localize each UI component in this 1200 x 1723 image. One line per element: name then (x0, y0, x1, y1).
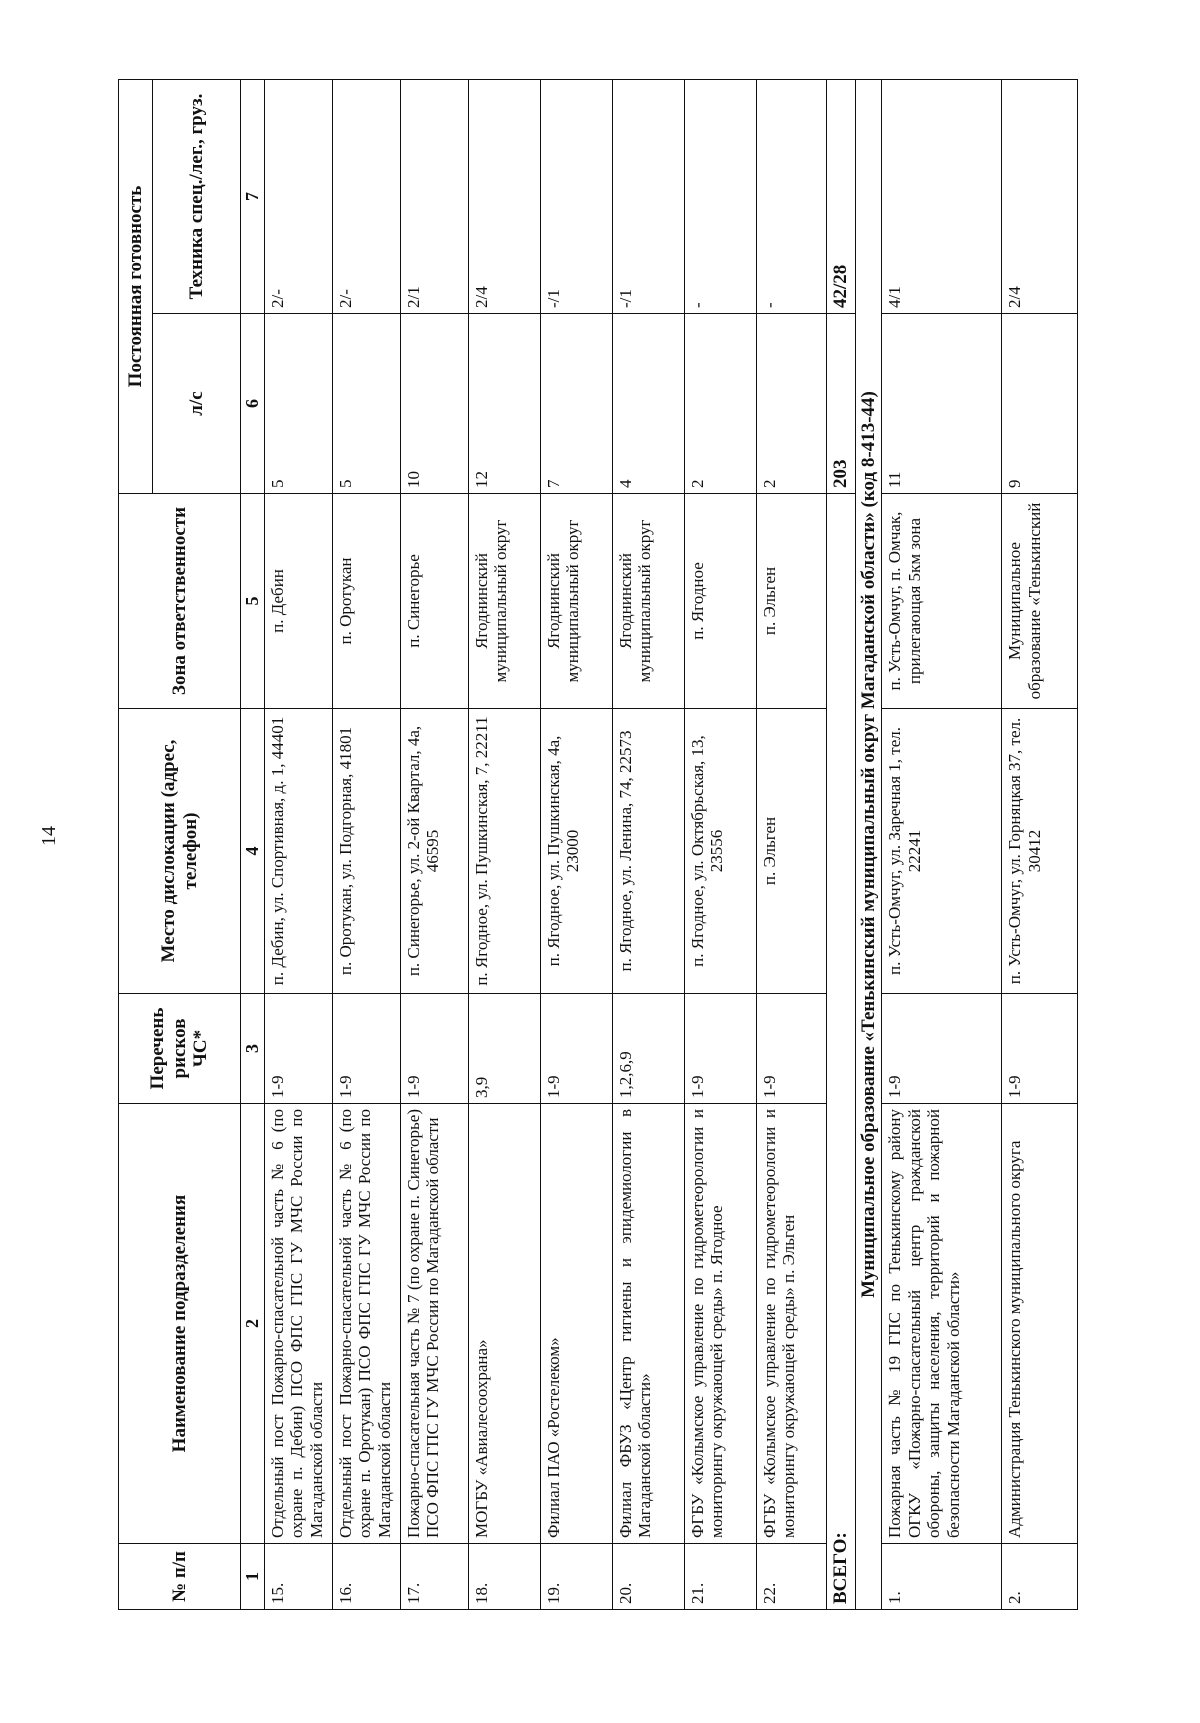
table-row (264, 79, 332, 1609)
header-staff: л/с (153, 314, 241, 494)
section-title: Муниципальное образование «Тенькинский муниципальный округ Магаданской области» (код 8-413-44) (855, 79, 882, 1609)
equipment: -/1 (540, 79, 612, 313)
equipment: 2/4 (1002, 79, 1078, 313)
unit-name: ФГБУ «Колымское управление по гидрометеорологии и мониторингу окружающей среды» п. Эльген (756, 1104, 826, 1544)
equipment: 2/4 (468, 79, 540, 313)
header-zone: Зона ответственности (119, 494, 241, 709)
staff: 7 (540, 314, 612, 494)
address: п. Оротукан, ул. Подгорная, 41801 (332, 709, 400, 994)
staff: 11 (882, 314, 1002, 494)
risks: 1,2,6,9 (612, 994, 684, 1104)
equipment: - (684, 79, 756, 313)
equipment: -/1 (612, 79, 684, 313)
equipment: 2/- (264, 79, 332, 313)
zone: п. Ягодное (684, 494, 756, 709)
table-row (400, 79, 468, 1609)
unit-name: Администрация Тенькинского муниципального округа (1002, 1104, 1078, 1544)
header-number: № п/п (119, 1544, 241, 1610)
table-row (468, 79, 540, 1609)
risks: 1-9 (1002, 994, 1078, 1104)
zone: п. Эльген (756, 494, 826, 709)
staff: 9 (1002, 314, 1078, 494)
table-row (684, 79, 756, 1609)
header-readiness: Постоянная готовность (119, 79, 153, 493)
row-number: 1. (882, 1544, 1002, 1610)
header-equipment: Техника спец./лег., груз. (153, 79, 241, 313)
unit-name: ФГБУ «Колымское управление по гидрометеорологии и мониторингу окружающей среды» п. Ягодное (684, 1104, 756, 1544)
table-row (612, 79, 684, 1609)
row-number: 20. (612, 1544, 684, 1610)
staff: 2 (684, 314, 756, 494)
column-number: 4 (241, 709, 265, 994)
column-number: 3 (241, 994, 265, 1104)
risks: 1-9 (332, 994, 400, 1104)
total-row (826, 79, 855, 1609)
risks: 1-9 (540, 994, 612, 1104)
row-number: 2. (1002, 1544, 1078, 1610)
staff: 2 (756, 314, 826, 494)
total-label: ВСЕГО: (826, 494, 855, 1610)
zone: Ягоднинский муниципальный округ (468, 494, 540, 709)
total-staff: 203 (826, 314, 855, 494)
row-number: 16. (332, 1544, 400, 1610)
risks: 1-9 (264, 994, 332, 1104)
row-number: 21. (684, 1544, 756, 1610)
address: п. Синегорье, ул. 2-ой Квартал, 4а, 46595 (400, 709, 468, 994)
zone: п. Оротукан (332, 494, 400, 709)
address: п. Ягодное, ул. Пушкинская, 7, 22211 (468, 709, 540, 994)
zone: Ягоднинский муниципальный округ (540, 494, 612, 709)
unit-name: Филиал ПАО «Ростелеком» (540, 1104, 612, 1544)
rescue-units-table (118, 79, 1078, 1610)
unit-name: Филиал ФБУЗ «Центр гигиены и эпидемиологии в Магаданской области» (612, 1104, 684, 1544)
risks: 1-9 (882, 994, 1002, 1104)
risks: 1-9 (400, 994, 468, 1104)
table-row (1002, 79, 1078, 1609)
page-number: 14 (38, 826, 60, 846)
staff: 4 (612, 314, 684, 494)
header-location: Место дислокации (адрес, телефон) (119, 709, 241, 994)
row-number: 22. (756, 1544, 826, 1610)
column-numbers-row (241, 79, 265, 1609)
zone: Ягоднинский муниципальный округ (612, 494, 684, 709)
address: п. Эльген (756, 709, 826, 994)
risks: 3,9 (468, 994, 540, 1104)
equipment: 2/- (332, 79, 400, 313)
column-number: 2 (241, 1104, 265, 1544)
rotated-table-container (118, 80, 1078, 1610)
equipment: 2/1 (400, 79, 468, 313)
risks: 1-9 (756, 994, 826, 1104)
column-number: 7 (241, 79, 265, 313)
header-risks: Перечень рисков ЧС* (119, 994, 241, 1104)
staff: 12 (468, 314, 540, 494)
unit-name: Пожарно-спасательная часть № 7 (по охране п. Синегорье) ПСО ФПС ГПС ГУ МЧС России по Магаданской области (400, 1104, 468, 1544)
staff: 5 (332, 314, 400, 494)
section-row (855, 79, 882, 1609)
address: п. Ягодное, ул. Пушкинская, 4а, 23000 (540, 709, 612, 994)
column-number: 1 (241, 1544, 265, 1610)
table-row (332, 79, 400, 1609)
zone: п. Синегорье (400, 494, 468, 709)
staff: 10 (400, 314, 468, 494)
unit-name: МОГБУ «Авиалесоохрана» (468, 1104, 540, 1544)
header-unit-name: Наименование подразделения (119, 1104, 241, 1544)
zone: п. Дебин (264, 494, 332, 709)
equipment: 4/1 (882, 79, 1002, 313)
equipment: - (756, 79, 826, 313)
row-number: 18. (468, 1544, 540, 1610)
address: п. Усть-Омчуг, ул. Горняцкая 37, тел. 30412 (1002, 709, 1078, 994)
staff: 5 (264, 314, 332, 494)
zone: п. Усть-Омчуг, п. Омчак, прилегающая 5км зона (882, 494, 1002, 709)
column-number: 6 (241, 314, 265, 494)
address: п. Ягодное, ул. Октябрьская, 13, 23556 (684, 709, 756, 994)
address: п. Дебин, ул. Спортивная, д. 1, 44401 (264, 709, 332, 994)
address: п. Усть-Омчуг, ул. Заречная 1, тел. 22241 (882, 709, 1002, 994)
table-row (756, 79, 826, 1609)
unit-name: Отдельный пост Пожарно-спасательной часть № 6 (по охране п. Оротукан) ПСО ФПС ГПС ГУ МЧС России по Магаданской области (332, 1104, 400, 1544)
column-number: 5 (241, 494, 265, 709)
table-row (540, 79, 612, 1609)
row-number: 17. (400, 1544, 468, 1610)
row-number: 15. (264, 1544, 332, 1610)
total-equipment: 42/28 (826, 79, 855, 313)
address: п. Ягодное, ул. Ленина, 74, 22573 (612, 709, 684, 994)
risks: 1-9 (684, 994, 756, 1104)
zone: Муниципальное образование «Тенькинский (1002, 494, 1078, 709)
row-number: 19. (540, 1544, 612, 1610)
unit-name: Отдельный пост Пожарно-спасательной часть № 6 (по охране п. Дебин) ПСО ФПС ГПС ГУ МЧС России по Магаданской области (264, 1104, 332, 1544)
table-row (882, 79, 1002, 1609)
unit-name: Пожарная часть № 19 ГПС по Тенькинскому району ОГКУ «Пожарно-спасательный центр гражданской обороны, защиты населения, территорий и пожарной безопасности Магаданской области» (882, 1104, 1002, 1544)
